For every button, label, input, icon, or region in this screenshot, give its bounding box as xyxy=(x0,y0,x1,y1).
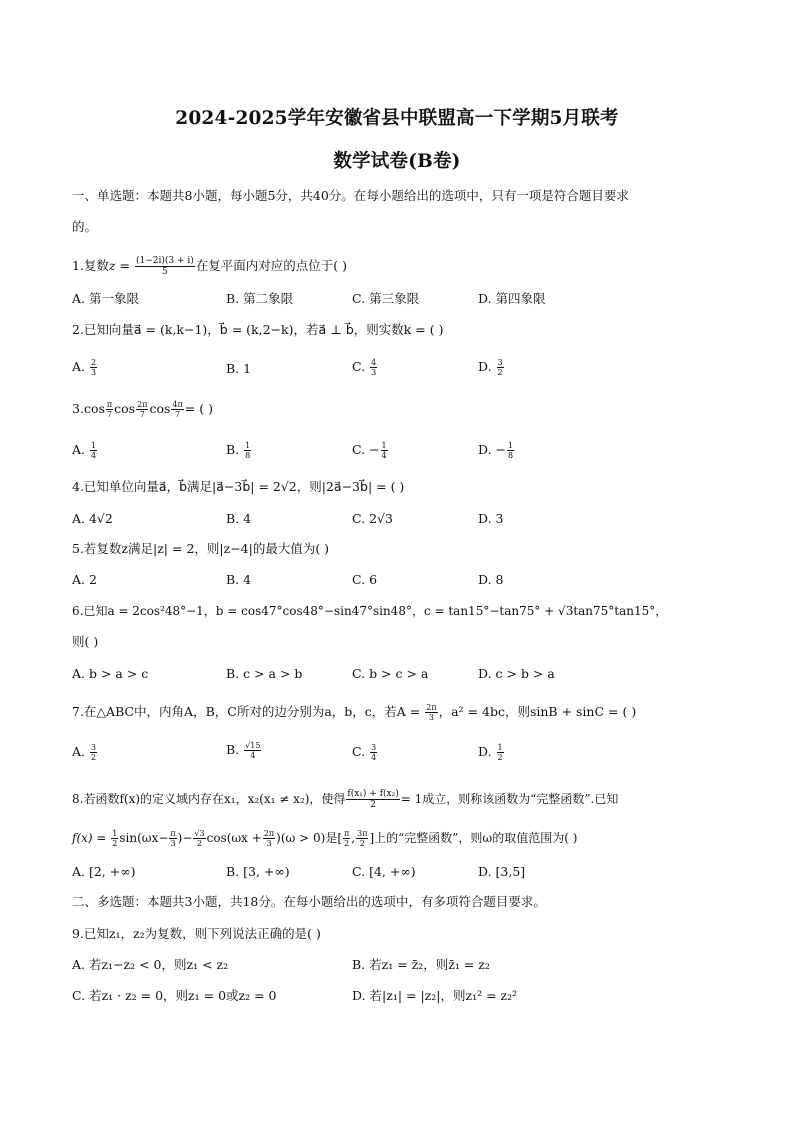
q3-c-label: C. − xyxy=(352,442,380,457)
q7-option-a xyxy=(72,743,98,762)
q8-2pi3-den: 3 xyxy=(266,839,272,848)
question-2-stem: 2.已知向量a⃗ = (k,k−1)，b⃗ = (k,2−k)，若a⃗ ⊥ b⃗，则实数k = ( ) xyxy=(72,322,444,337)
q4-option-d: D. 3 xyxy=(478,511,504,526)
q7-angle-num: 2π xyxy=(426,703,437,712)
q8-pi3-den: 3 xyxy=(170,839,176,848)
q8-omega-cond: )(ω > 0)是[ xyxy=(276,831,343,845)
q1-option-d: D. 第四象限 xyxy=(478,291,546,306)
q5-option-d: D. 8 xyxy=(478,572,504,587)
q8-cos-part: cos(ωx + xyxy=(206,831,262,845)
q2-c-label: C. xyxy=(352,359,366,374)
q8-fraction-num: f(x₁) + f(x₂) xyxy=(347,789,399,799)
q3-c-den: 4 xyxy=(381,451,387,460)
q3-c-num: 1 xyxy=(381,441,387,450)
q1-z-eq: z = xyxy=(108,258,130,273)
q2-option-a xyxy=(72,358,98,377)
q7-d-fraction xyxy=(497,743,504,762)
q7-option-c xyxy=(352,743,378,762)
question-9-stem: 9.已知z₁，z₂为复数，则下列说法正确的是( ) xyxy=(72,926,321,941)
q3-a-den: 4 xyxy=(91,451,97,460)
q4-option-c: C. 2√3 xyxy=(352,511,393,526)
q9-option-b: B. 若z₁ = z̄₂，则z̄₁ = z₂ xyxy=(352,957,490,972)
q3-option-c xyxy=(352,441,389,460)
q4-option-a: A. 4√2 xyxy=(72,511,113,526)
question-4-stem: 4.已知单位向量a⃗，b⃗满足|a⃗−3b⃗| = 2√2，则|2a⃗−3b⃗| = ( ) xyxy=(72,479,405,494)
q1-option-c: C. 第三象限 xyxy=(352,291,420,306)
question-7-stem xyxy=(72,703,636,722)
q8-i1-num: π xyxy=(344,829,350,838)
question-6-stem: 6.已知a = 2cos²48°−1，b = cos47°cos48°−sin47°sin48°，c = tan15°−tan75° + √3tan75°tan15°， xyxy=(72,604,668,618)
q8-i2-den: 2 xyxy=(359,839,365,848)
q8-option-d: D. [3,5] xyxy=(478,864,526,879)
q8-i1-den: 2 xyxy=(344,839,350,848)
q7-d-den: 2 xyxy=(497,753,503,762)
q7-b-num: √15 xyxy=(245,741,261,750)
q3-d-label: D. − xyxy=(478,442,506,457)
q3-option-b xyxy=(226,441,252,460)
q3-frac-2-den: 7 xyxy=(139,410,145,419)
q7-b-fraction xyxy=(244,741,261,760)
q3-cos-1: cos xyxy=(83,401,105,416)
q3-a-fraction xyxy=(90,441,97,460)
q8-interval-end xyxy=(356,829,368,848)
q3-b-fraction xyxy=(244,441,251,460)
q3-frac-3-den: 7 xyxy=(175,410,181,419)
q7-c-label: C. xyxy=(352,744,366,759)
q7-a-fraction xyxy=(90,743,97,762)
question-8-stem xyxy=(72,789,618,810)
q8-fraction-den: 2 xyxy=(370,800,376,810)
q4-option-b: B. 4 xyxy=(226,511,252,526)
q3-a-label: A. xyxy=(72,442,86,457)
exam-subtitle: 数学试卷(B卷) xyxy=(333,151,461,172)
q2-c-num: 4 xyxy=(371,358,377,367)
q8-interval-start xyxy=(343,829,350,848)
question-3-stem xyxy=(72,400,213,419)
q3-b-num: 1 xyxy=(245,441,251,450)
q8-root3-den: 2 xyxy=(196,839,203,848)
q3-frac-1 xyxy=(106,400,113,419)
q2-option-c xyxy=(352,358,378,377)
q2-option-d xyxy=(478,358,505,377)
q9-option-c: C. 若z₁ · z₂ = 0，则z₁ = 0或z₂ = 0 xyxy=(72,988,277,1003)
q7-b-label: B. xyxy=(226,742,240,757)
q2-a-fraction xyxy=(90,358,97,377)
q2-option-b: B. 1 xyxy=(226,361,252,376)
q2-a-den: 3 xyxy=(91,368,97,377)
q2-d-fraction xyxy=(497,358,504,377)
q1-option-a: A. 第一象限 xyxy=(72,291,139,306)
q8-option-b: B. [3, +∞) xyxy=(226,864,290,879)
q3-cos-3: cos xyxy=(149,401,171,416)
q8-option-c: C. [4, +∞) xyxy=(352,864,416,879)
q7-a-den: 2 xyxy=(91,753,97,762)
q8-i2-num: 3π xyxy=(357,829,368,838)
q7-d-num: 1 xyxy=(497,743,503,752)
q8-suffix: = 1成立，则称该函数为“完整函数”.已知 xyxy=(400,792,619,806)
exam-title: 2024-2025学年安徽省县中联盟高一下学期5月联考 xyxy=(175,108,619,129)
question-5-stem: 5.若复数z满足|z| = 2，则|z−4|的最大值为( ) xyxy=(72,541,330,556)
q3-b-den: 8 xyxy=(245,451,251,460)
q8-option-a: A. [2, +∞) xyxy=(72,864,136,879)
q7-angle-den: 3 xyxy=(428,713,434,722)
q8-fraction xyxy=(346,789,399,810)
q6-option-d: D. c > b > a xyxy=(478,666,555,681)
q7-prefix: 7.在△ABC中，内角A，B，C所对的边分别为a，b，c，若A = xyxy=(72,704,421,719)
q7-angle-fraction xyxy=(425,703,437,722)
section2-intro: 二、多选题：本题共3小题，共18分。在每小题给出的选项中，有多项符合题目要求。 xyxy=(72,894,546,909)
q7-c-fraction xyxy=(370,743,377,762)
q3-frac-2-num: 2π xyxy=(137,400,148,409)
q7-a-num: 3 xyxy=(91,743,97,752)
q3-d-fraction xyxy=(507,441,514,460)
q7-option-d xyxy=(478,743,505,762)
question-1-stem xyxy=(72,256,347,277)
q8-fx: f(x) = xyxy=(72,831,107,845)
q3-d-num: 1 xyxy=(508,441,514,450)
q8-tail: ]上的“完整函数”，则ω的取值范围为( ) xyxy=(369,831,578,845)
q1-option-b: B. 第二象限 xyxy=(226,291,294,306)
q7-option-b xyxy=(226,741,262,760)
question-6-stem-2: 则( ) xyxy=(72,634,99,649)
q8-sin-part: sin(ωx− xyxy=(119,831,169,845)
q1-fraction xyxy=(135,256,195,277)
question-8-function xyxy=(72,829,577,848)
q8-root3-num: √3 xyxy=(194,829,205,838)
q6-option-b: B. c > a > b xyxy=(226,666,303,681)
q8-minus: )− xyxy=(177,831,193,845)
q7-suffix: ，a² = 4bc，则sinB + sinC = ( ) xyxy=(438,704,637,719)
q3-c-fraction xyxy=(381,441,388,460)
q2-a-num: 2 xyxy=(91,358,97,367)
q7-b-den: 4 xyxy=(250,751,256,760)
q1-prefix: 1.复数 xyxy=(72,258,109,273)
q3-d-den: 8 xyxy=(508,451,514,460)
q8-pi3 xyxy=(169,829,176,848)
q2-d-label: D. xyxy=(478,359,492,374)
q3-frac-1-den: 7 xyxy=(106,410,113,419)
section1-intro-line1: 一、单选题：本题共8小题，每小题5分，共40分。在每小题给出的选项中，只有一项是符合题目要求 xyxy=(72,188,629,203)
q8-2pi3-num: 2π xyxy=(263,829,275,838)
q3-frac-3 xyxy=(171,400,183,419)
q1-numerator: (1−2i)(3 + i) xyxy=(135,256,194,266)
q3-prefix: 3. xyxy=(72,401,84,416)
q8-half-num: 1 xyxy=(112,829,118,838)
q3-b-label: B. xyxy=(226,442,240,457)
q3-suffix: = ( ) xyxy=(184,401,213,416)
q6-option-c: C. b > c > a xyxy=(352,666,429,681)
q2-c-den: 3 xyxy=(371,368,377,377)
q5-option-c: C. 6 xyxy=(352,572,378,587)
q8-prefix: 8.若函数f(x)的定义域内存在x₁，x₂(x₁ ≠ x₂)，使得 xyxy=(72,792,346,806)
q2-c-fraction xyxy=(370,358,377,377)
q1-denominator: 5 xyxy=(162,267,168,277)
q3-frac-3-num: 4π xyxy=(172,400,183,409)
q7-d-label: D. xyxy=(478,744,492,759)
q9-option-d: D. 若|z₁| = |z₂|，则z₁² = z₂² xyxy=(352,988,518,1003)
q7-c-den: 4 xyxy=(371,753,377,762)
section1-intro-line2: 的。 xyxy=(72,219,98,234)
q2-d-num: 3 xyxy=(497,358,503,367)
q8-2pi3 xyxy=(263,829,275,848)
q3-frac-1-num: π xyxy=(106,400,113,409)
q3-option-a xyxy=(72,441,98,460)
q3-frac-2 xyxy=(136,400,148,419)
q2-d-den: 2 xyxy=(497,368,503,377)
q8-pi3-num: π xyxy=(170,829,176,838)
q8-root3-2 xyxy=(193,829,205,848)
q7-a-label: A. xyxy=(72,744,86,759)
q5-option-b: B. 4 xyxy=(226,572,252,587)
q3-a-num: 1 xyxy=(91,441,97,450)
q7-c-num: 3 xyxy=(371,743,377,752)
q8-comma: , xyxy=(351,831,356,845)
q3-option-d xyxy=(478,441,515,460)
q8-half xyxy=(111,829,118,848)
q1-suffix: 在复平面内对应的点位于( ) xyxy=(195,258,347,273)
q9-option-a: A. 若z₁−z₂ < 0，则z₁ < z₂ xyxy=(72,957,229,972)
q5-option-a: A. 2 xyxy=(72,572,97,587)
q3-cos-2: cos xyxy=(114,401,136,416)
q6-option-a: A. b > a > c xyxy=(72,666,149,681)
q2-a-label: A. xyxy=(72,359,86,374)
q8-half-den: 2 xyxy=(112,839,118,848)
